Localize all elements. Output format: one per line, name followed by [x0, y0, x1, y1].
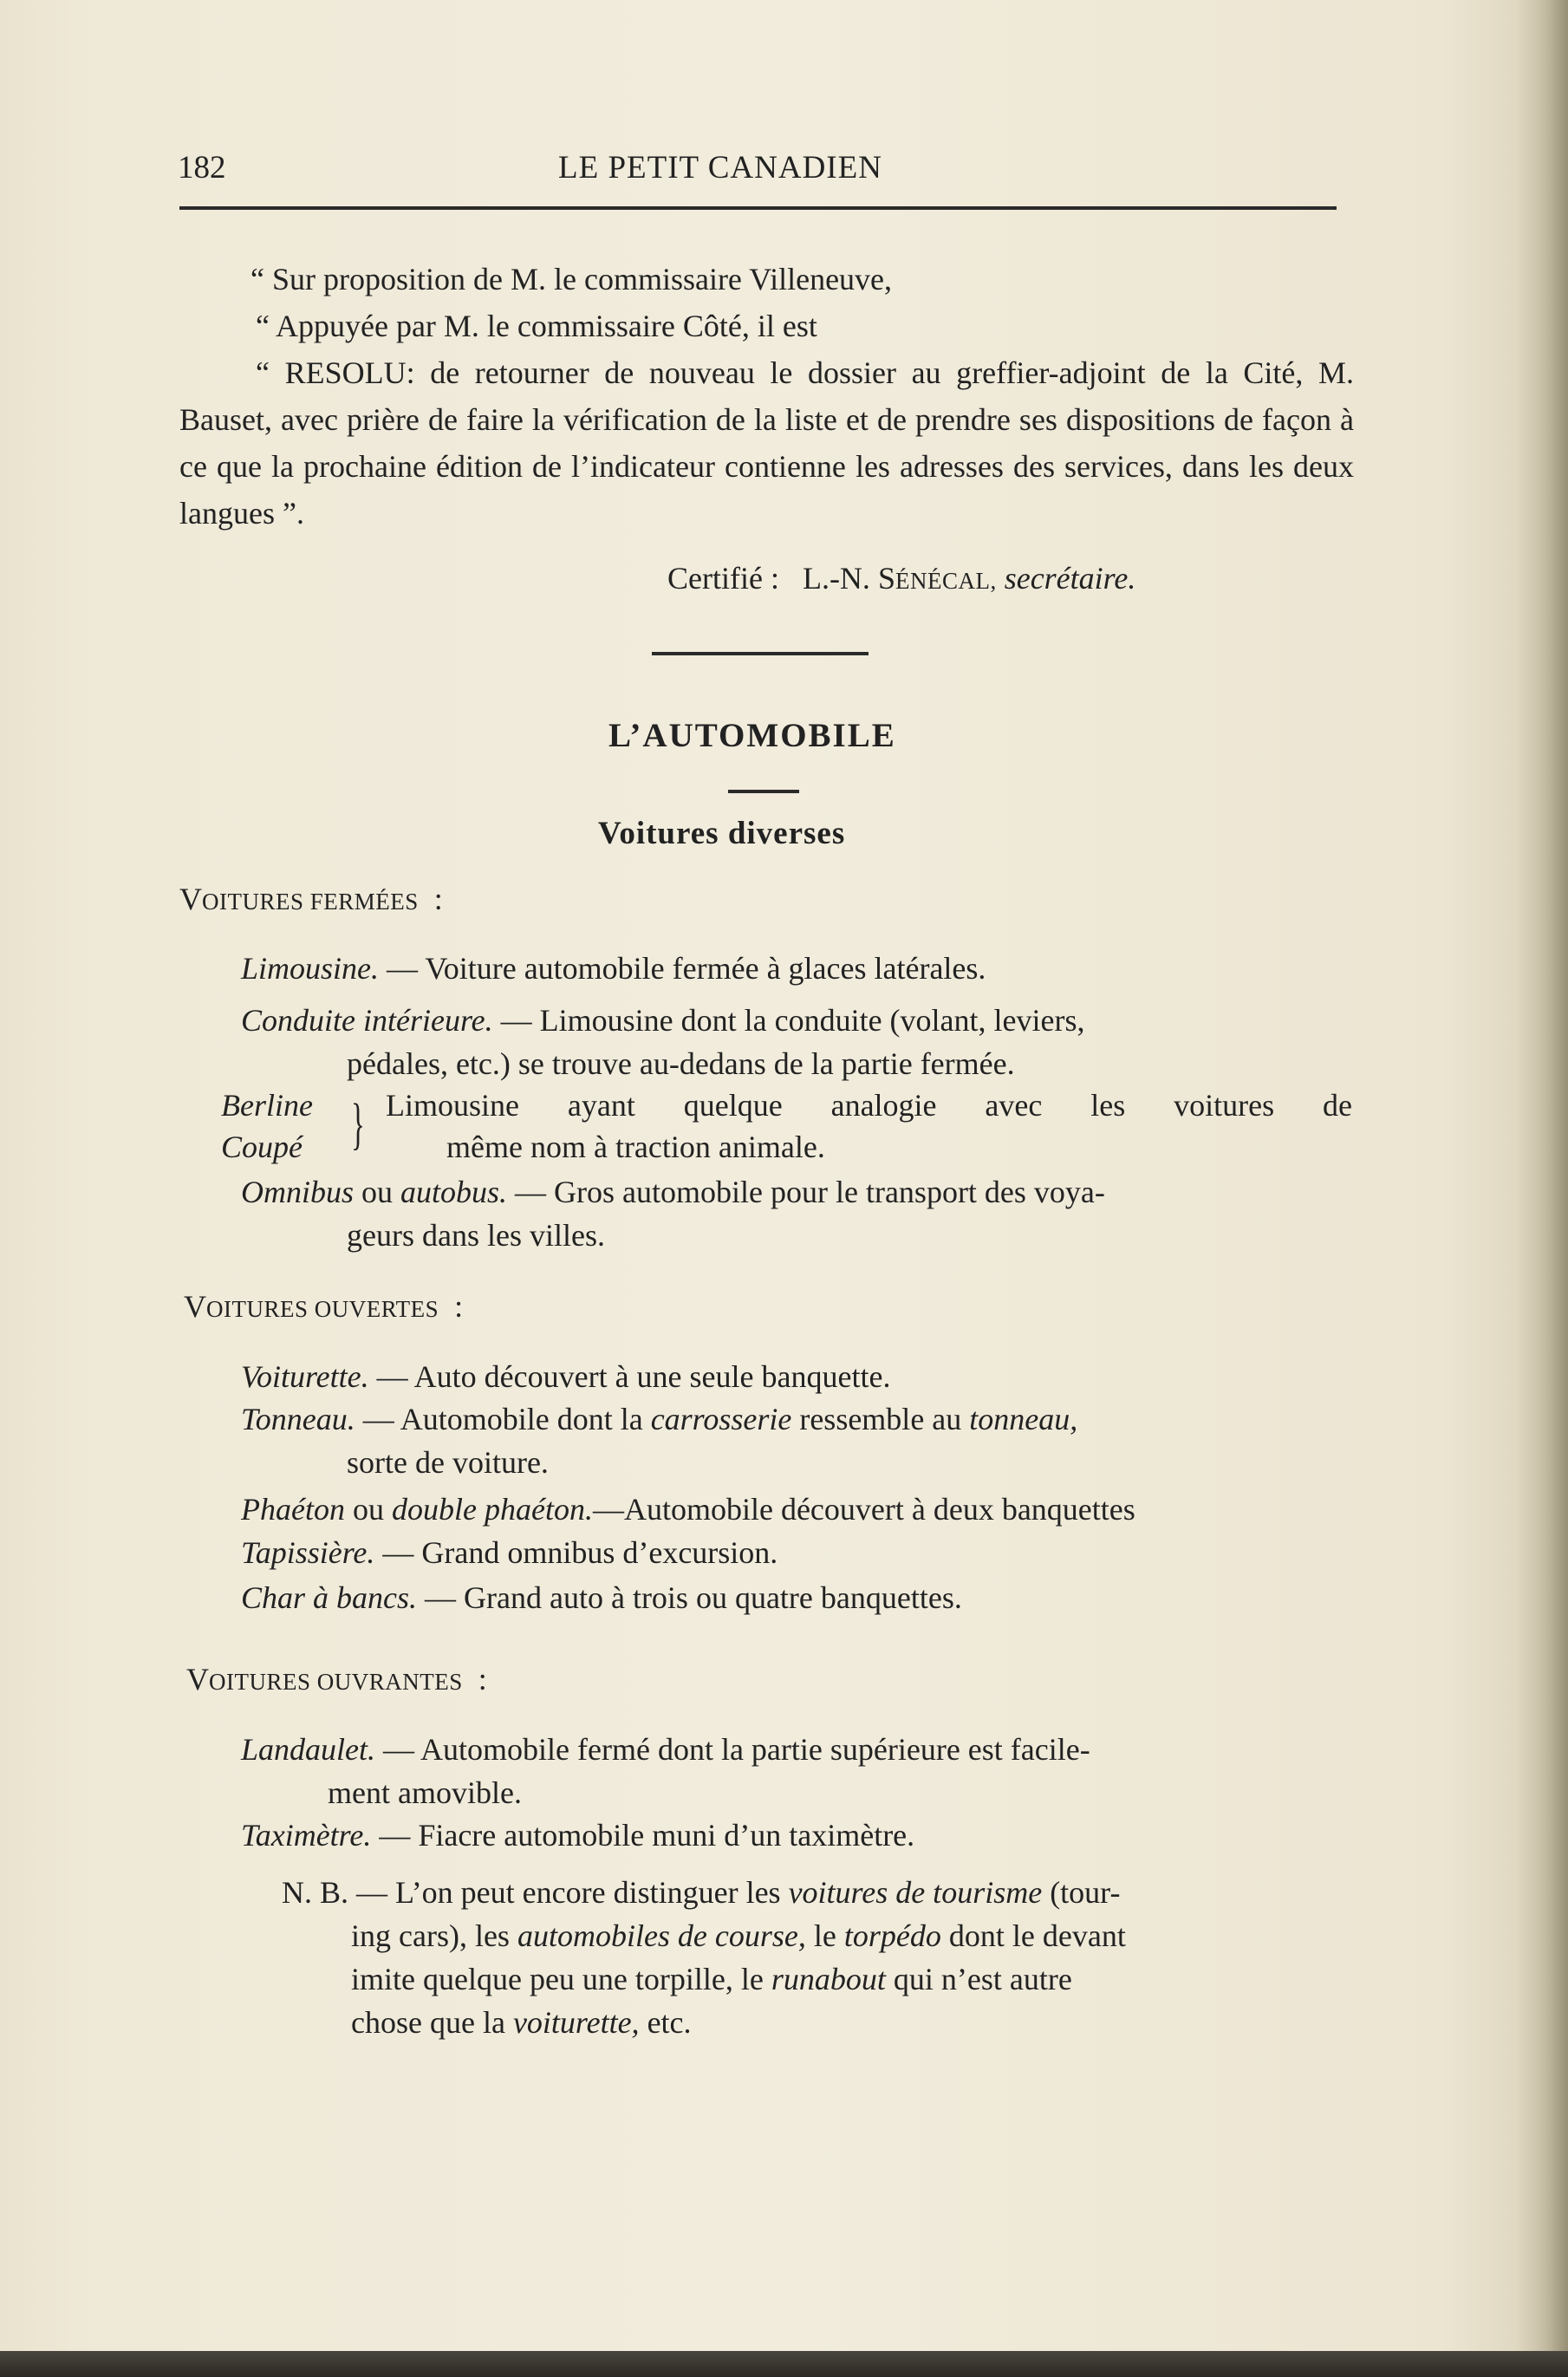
- term-berline: Berline: [221, 1088, 313, 1123]
- entry-limousine: [241, 947, 1352, 990]
- entry-omnibus: Omnibus ou autobus. — Gros automobile pour le transport des voya- geurs dans les villes.: [241, 1170, 1352, 1257]
- section-separator: [652, 652, 869, 655]
- resolution-paragraph: [179, 349, 1354, 537]
- resolution-block: [179, 256, 1354, 537]
- term-autobus: autobus.: [400, 1175, 508, 1209]
- term-taximetre: Taximètre.: [241, 1818, 372, 1853]
- term-landaulet: Landaulet.: [241, 1732, 376, 1767]
- term-coupe: Coupé: [221, 1130, 303, 1164]
- def-phaeton: —Automobile découvert à deux banquettes: [592, 1492, 1135, 1527]
- certified-label: Certifié :: [667, 561, 779, 596]
- grouping-brace: }: [351, 1092, 365, 1156]
- term-tapissiere: Tapissière.: [241, 1535, 375, 1570]
- entry-conduite: [241, 999, 1352, 1085]
- certification: [667, 555, 1135, 604]
- entry-berline-coupe: [221, 1084, 1352, 1170]
- def-char-a-bancs: — Grand auto à trois ou quatre banquettes.: [425, 1580, 962, 1615]
- def-limousine: — Voiture automobile fermée à glaces latérales.: [387, 951, 986, 986]
- page-number: 182: [178, 150, 226, 186]
- def-berline: Limousine ayant quelque analogie avec les voitures de: [386, 1088, 1352, 1123]
- term-phaeton: Phaéton: [241, 1492, 345, 1527]
- def-omnibus-cont: geurs dans les villes.: [347, 1218, 605, 1253]
- entry-landaulet: [241, 1728, 1352, 1814]
- signatory-name: SÉNÉCAL,: [877, 561, 997, 596]
- term-char-a-bancs: Char à bancs.: [241, 1580, 418, 1615]
- entry-char-a-bancs: [241, 1576, 1352, 1619]
- entry-taximetre: [241, 1814, 1352, 1857]
- resolu-word: “ RESOLU: [256, 355, 407, 390]
- term-tonneau: Tonneau.: [241, 1402, 355, 1436]
- term-voiturette: Voiturette.: [241, 1359, 369, 1394]
- group-heading-ouvertes: VOITURES OUVERTES :: [184, 1289, 464, 1324]
- signatory-initials: L.-N.: [802, 561, 870, 596]
- header-rule: [179, 206, 1337, 210]
- resolu-text: : de retourner de nouveau le dossier au greffier-adjoint de la Cité, M. Bauset, avec prière de faire la vérification de la liste et de prendre ses dispositions de façon à ce que la prochaine édition de l’indicateur contienne les adresses des services, dans les deux langues ”.: [179, 355, 1354, 531]
- entry-tapissiere: [241, 1531, 1352, 1574]
- binding-shadow: [1516, 0, 1568, 2377]
- entry-phaeton: Phaéton ou double phaéton.—Automobile découvert à deux banquettes: [241, 1492, 1135, 1527]
- signatory-title: secrétaire.: [1004, 561, 1136, 596]
- entry-tonneau: Tonneau. — Automobile dont la carrosserie ressemble au tonneau, sorte de voiture.: [241, 1397, 1352, 1484]
- section-title: L’AUTOMOBILE: [608, 717, 896, 754]
- section-subtitle: Voitures diverses: [598, 816, 846, 851]
- group-heading-fermees: VOITURES FERMÉES :: [179, 882, 443, 916]
- scan-edge: [0, 2351, 1568, 2377]
- def-conduite: — Limousine dont la conduite (volant, leviers,: [500, 1003, 1085, 1038]
- term-conduite: Conduite intérieure.: [241, 1003, 493, 1038]
- def-berline-cont: même nom à traction animale.: [446, 1130, 825, 1164]
- def-voiturette: — Auto découvert à une seule banquette.: [376, 1359, 891, 1394]
- entry-voiturette: [241, 1355, 1352, 1398]
- running-title: LE PETIT CANADIEN: [558, 150, 882, 186]
- def-tapissiere: — Grand omnibus d’excursion.: [382, 1535, 778, 1570]
- def-omnibus: — Gros automobile pour le transport des voya-: [515, 1175, 1105, 1209]
- def-taximetre: — Fiacre automobile muni d’un taximètre.: [379, 1818, 915, 1853]
- group-heading-ouvrantes: VOITURES OUVRANTES :: [186, 1662, 487, 1696]
- def-landaulet-cont: ment amovible.: [328, 1775, 522, 1810]
- resolution-line-2: “ Appuyée par M. le commissaire Côté, il est: [256, 309, 817, 343]
- title-underline: [728, 790, 799, 793]
- def-landaulet: — Automobile fermé dont la partie supérieure est facile-: [383, 1732, 1090, 1767]
- term-double-phaeton: double phaéton.: [391, 1492, 593, 1527]
- term-omnibus: Omnibus: [241, 1175, 355, 1209]
- def-tonneau-cont: sorte de voiture.: [347, 1445, 549, 1480]
- term-limousine: Limousine.: [241, 951, 380, 986]
- note-block: N. B. — L’on peut encore distinguer les voitures de tourisme (tour- ing cars), les automobiles de course, le torpédo dont le devant imite quelque peu une torpille, le runabout qui n’est autre chose que la voiturette, etc.: [282, 1875, 1126, 2040]
- resolution-line-1: “ Sur proposition de M. le commissaire Villeneuve,: [250, 262, 893, 296]
- def-conduite-cont: pédales, etc.) se trouve au-dedans de la partie fermée.: [347, 1046, 1015, 1081]
